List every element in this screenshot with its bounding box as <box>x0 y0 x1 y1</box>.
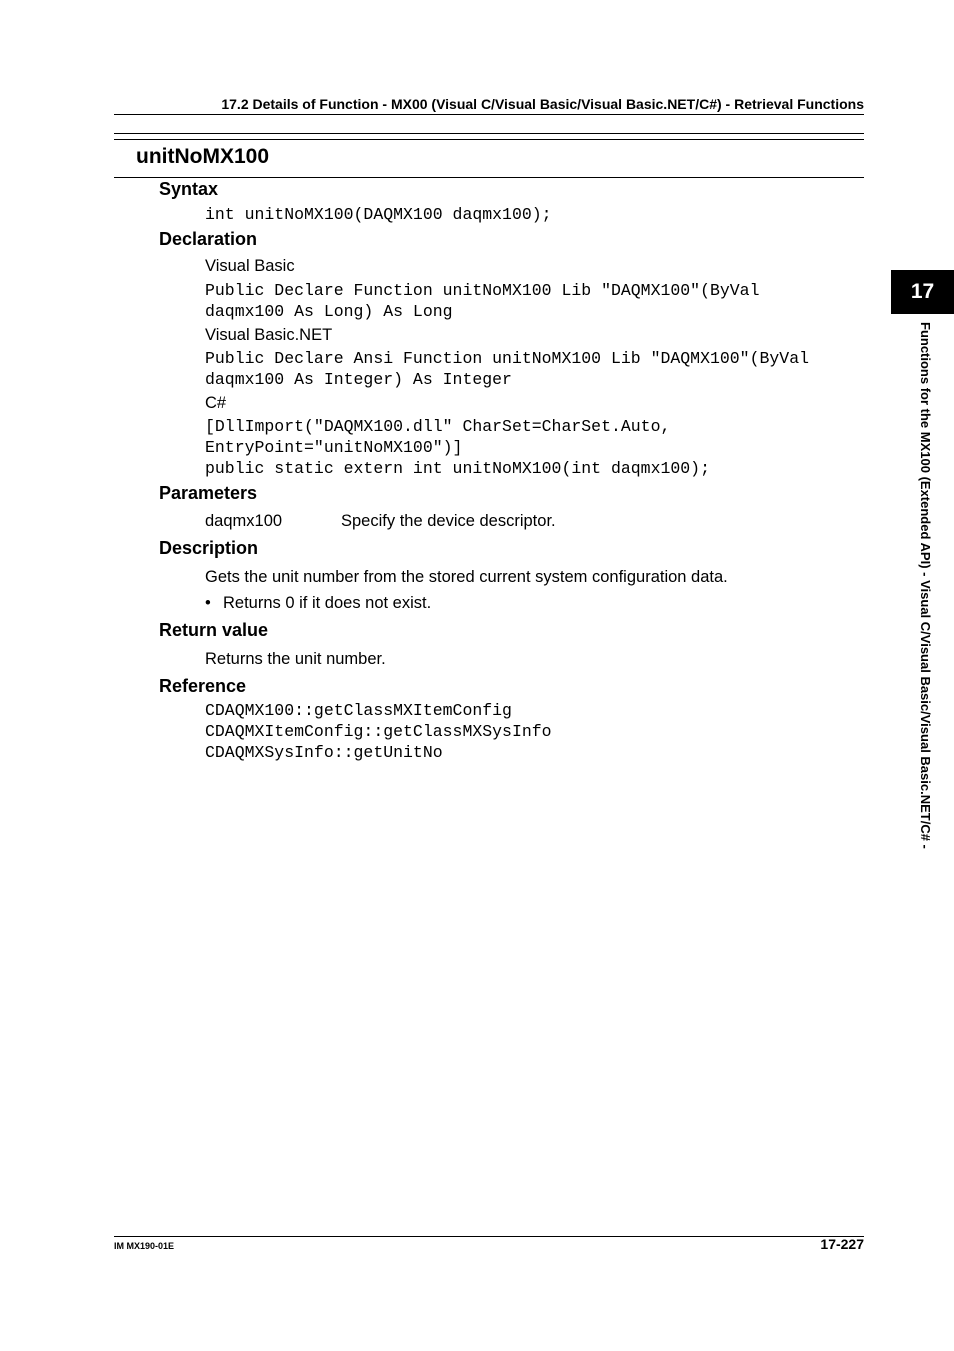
title-rule-top <box>114 133 864 134</box>
title-rule-bottom <box>114 139 864 140</box>
parameters-heading: Parameters <box>159 483 258 503</box>
reference-heading: Reference <box>159 676 247 696</box>
chapter-tab <box>891 270 954 314</box>
chapter-side-title: Functions for the MX100 (Extended API) - Visual C/Visual Basic/Visual Basic.NET/C# - <box>918 322 933 849</box>
function-title-rule <box>114 177 864 178</box>
cs-label: C# <box>205 394 227 412</box>
manual-id: IM MX190-01E <box>114 1241 175 1251</box>
parameter-description: Specify the device descriptor. <box>341 512 556 530</box>
return-value-text: Returns the unit number. <box>205 650 386 668</box>
vbnet-label: Visual Basic.NET <box>205 326 333 344</box>
syntax-code: int unitNoMX100(DAQMX100 daqmx100); <box>205 205 552 224</box>
description-text: Gets the unit number from the stored current system configuration data. <box>205 568 728 586</box>
footer-rule <box>114 1236 864 1237</box>
vb-code: Public Declare Function unitNoMX100 Lib "DAQMX100"(ByVal daqmx100 As Long) As Long <box>205 281 760 321</box>
return-value-heading: Return value <box>159 620 269 640</box>
description-bullet: Returns 0 if it does not exist. <box>223 594 432 612</box>
description-heading: Description <box>159 538 259 558</box>
page-number: 17-227 <box>820 1236 864 1252</box>
declaration-heading: Declaration <box>159 229 258 249</box>
vbnet-code: Public Declare Ansi Function unitNoMX100 Lib "DAQMX100"(ByVal daqmx100 As Integer) As Integer <box>205 349 809 389</box>
cs-code: [DllImport("DAQMX100.dll" CharSet=CharSet.Auto, EntryPoint="unitNoMX100")] public static extern int unitNoMX100(int daqmx100); <box>205 417 710 478</box>
header-rule <box>114 114 864 115</box>
vb-label: Visual Basic <box>205 257 295 275</box>
reference-code: CDAQMX100::getClassMXItemConfig CDAQMXItemConfig::getClassMXSysInfo CDAQMXSysInfo::getUnitNo <box>205 701 552 762</box>
running-header: 17.2 Details of Function - MX00 (Visual C/Visual Basic/Visual Basic.NET/C#) - Retrieval Functions <box>221 96 864 112</box>
bullet-mark: • <box>205 594 211 612</box>
chapter-number: 17 <box>910 280 935 303</box>
syntax-heading: Syntax <box>159 179 219 199</box>
function-title: unitNoMX100 <box>136 145 270 168</box>
parameter-name: daqmx100 <box>205 512 283 530</box>
